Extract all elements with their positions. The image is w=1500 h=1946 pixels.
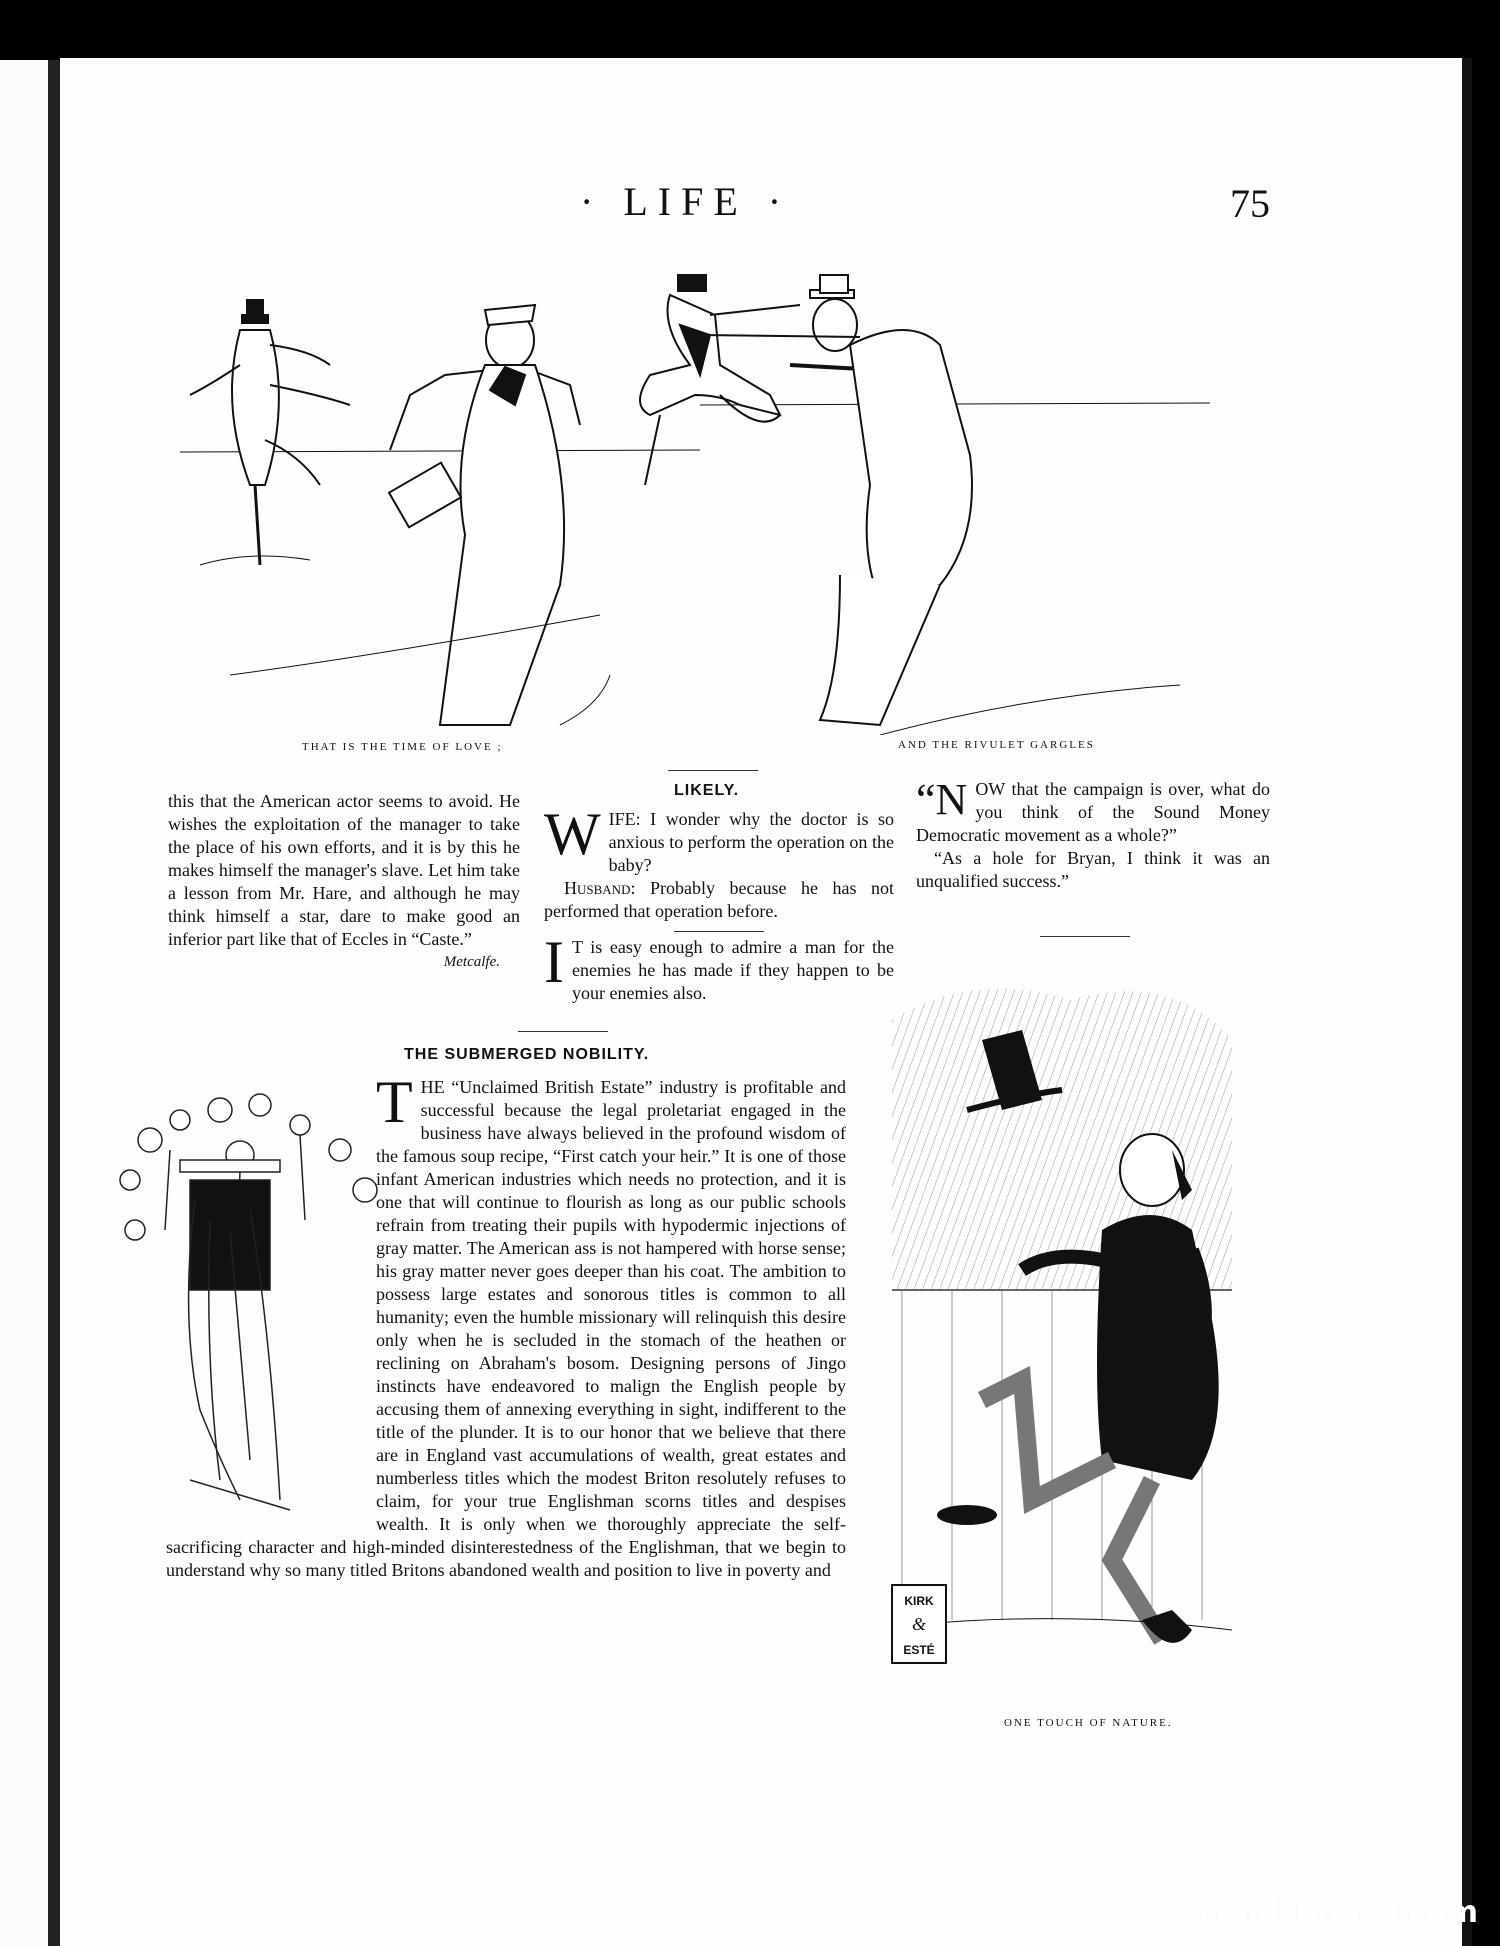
rule-submerged-top	[518, 1031, 608, 1032]
rule-likely-top	[668, 770, 758, 771]
illustration-one-touch-of-nature	[872, 960, 1252, 1690]
watermark-comicbooks: comicbooks.com	[1198, 1895, 1478, 1930]
dropcap-w: W	[544, 801, 601, 867]
text-wrap-spacer	[166, 1076, 376, 1516]
caption-love: THAT IS THE TIME OF LOVE ;	[302, 741, 503, 753]
campaign-answer: “As a hole for Bryan, I think it was an unqualified success.”	[916, 848, 1270, 891]
likely-column	[544, 801, 894, 1005]
wife-text: IFE: I wonder why the doctor is so anxious to perform the operation on the baby?	[608, 809, 894, 875]
page-right-edge	[1462, 58, 1472, 1946]
wife-line	[544, 801, 894, 877]
submerged-text: HE “Unclaimed British Estate” industry is profitable and successful because the legal proletariat engaged in the business have always believed in the profound wisdom of the famous soup recipe, “First catch your heir.” It is one of those infant American industries which needs no protection, and it is one that will continue to flourish as long as our public schools refrain from treating their pupils with hypodermic injections of gray matter. The American ass is not hampered with horse sense; his gray matter never goes deeper than his coat. The ambition to possess large estates and sonorous titles is common to all humanity; even the humble missionary will relinquish this desire only when he is secluded in the stomach of the heathen or reclining on Abraham's bosom. Designing persons of Jingo instincts have endeavored to malign the English people by accusing them of annexing everything in sight, indifferent to the title of the plunder. It is to our honor that we believe that there are in England vast accumulations of wealth, great estates and numberless titles which the modest Briton resolutely refuses to claim, for your true Englishman scorns titles and despises wealth. It is only when we thoroughly appreciate the self-sacrificing character and high-minded disinterestedness of the Englishman, that we begin to understand why so many titled Britons abandoned wealth and position to live in poverty and	[166, 1077, 846, 1580]
campaign-text: OW that the campaign is over, what do you think of the Sound Money Democratic movement as a whole?”	[916, 779, 1270, 845]
campaign-column	[916, 775, 1270, 893]
signature-este: ESTÉ	[903, 1643, 935, 1657]
caption-one-touch-of-nature: ONE TOUCH OF NATURE.	[1004, 1717, 1173, 1729]
enemies-joke	[544, 929, 894, 1005]
left-column	[168, 790, 520, 974]
caption-rivulet: AND THE RIVULET GARGLES	[898, 739, 1095, 751]
signature-monogram: &	[911, 1614, 927, 1634]
page-number: 75	[1230, 181, 1270, 226]
dropcap-t: T	[376, 1069, 413, 1135]
heading-submerged-nobility: THE SUBMERGED NOBILITY.	[404, 1046, 650, 1063]
enemies-text: T is easy enough to admire a man for the enemies he has made if they happen to be your enemies also.	[571, 937, 894, 1003]
masthead: · LIFE ·	[580, 179, 792, 224]
rule-between-jokes	[674, 931, 764, 932]
dropcap-n: “N	[916, 775, 968, 824]
dropcap-i: I	[544, 929, 564, 995]
heading-likely: LIKELY.	[674, 782, 740, 799]
binding-gutter	[48, 60, 60, 1946]
campaign-question	[916, 775, 1270, 847]
submerged-nobility-article	[166, 1069, 846, 1582]
signature-metcalfe: Metcalfe.	[443, 954, 500, 970]
signature-kirk: KIRK	[904, 1594, 934, 1608]
left-column-text: this that the American actor seems to avoid. He wishes the exploitation of the manager to take the place of his own efforts, and it is by this he makes himself the manager's slave. Let him take a lesson from Mr. Hare, and although he may think himself a star, dare to make good an inferior part like that of Eccles in “Caste.”	[168, 791, 520, 949]
husband-text: Probably because he has not performed that operation before.	[544, 878, 894, 921]
top-illustration-love-and-rivulet	[180, 255, 1220, 735]
rule-campaign-bottom	[1040, 936, 1130, 937]
husband-line	[544, 877, 894, 923]
husband-label: Husband:	[564, 878, 636, 898]
